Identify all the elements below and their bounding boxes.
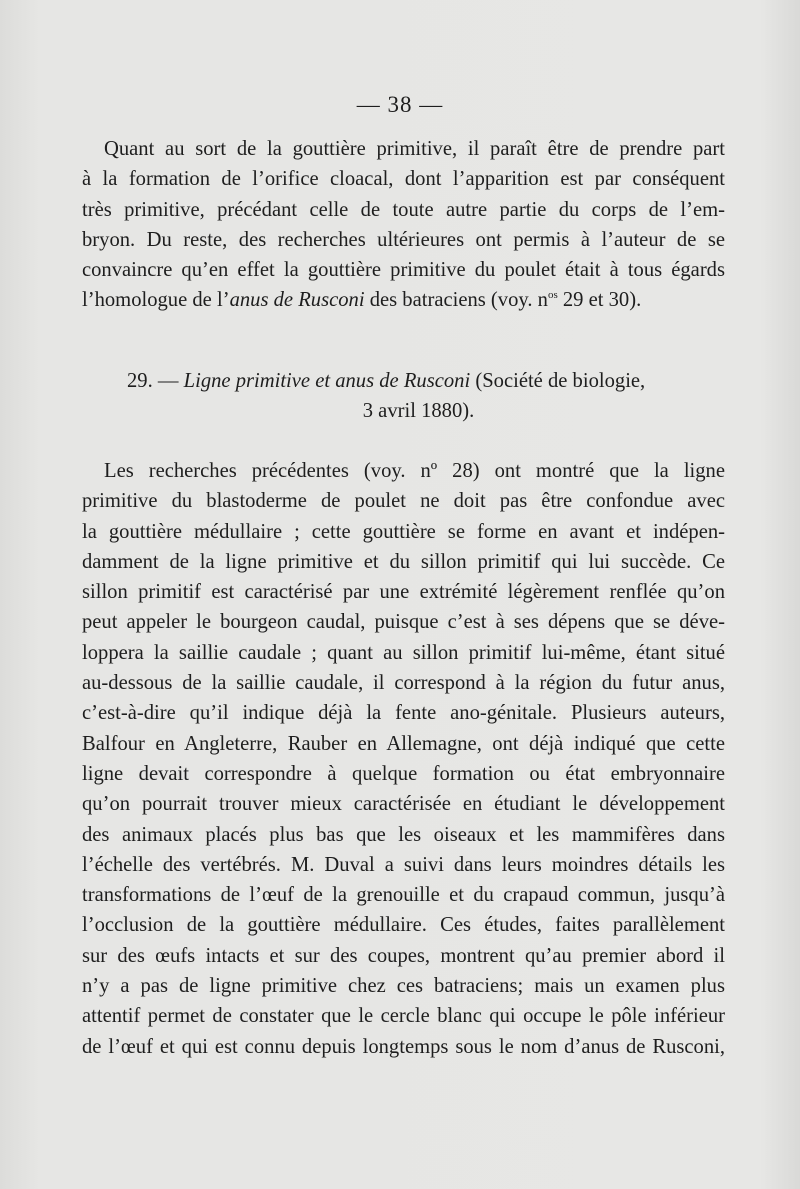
text-line: au-dessous de la saillie caudale, il correspond à la région du futur anus, — [82, 672, 725, 695]
text-line: des animaux placés plus bas que les oiseaux et les mammifères dans — [82, 823, 725, 846]
paragraph-2 — [82, 456, 725, 1062]
text-line: l’échelle des vertébrés. M. Duval a suivi dans leurs moindres détails les — [82, 853, 725, 876]
section-date: 3 avril 1880). — [362, 400, 475, 423]
text-line: très primitive, précédant celle de toute autre partie du corps de l’em- — [82, 198, 725, 221]
text-line: l’occlusion de la gouttière médullaire. Ces études, faites parallèlement — [82, 914, 725, 937]
text-line: attentif permet de constater que le cercle blanc qui occupe le pôle inférieur — [82, 1005, 725, 1028]
text-line: damment de la ligne primitive et du sillon primitif qui lui succède. Ce — [82, 550, 725, 573]
text-line: loppera la saillie caudale ; quant au sillon primitif lui-même, étant situé — [82, 641, 725, 664]
text-line: n’y a pas de ligne primitive chez ces batraciens; mais un examen plus — [82, 975, 725, 998]
text-fragment: des batraciens (voy. n — [364, 289, 548, 312]
text-fragment: l’homologue de l’ — [82, 289, 230, 312]
section-heading-line — [82, 366, 725, 396]
section-title: Ligne primitive et anus de Rusconi — [183, 370, 471, 392]
text-line: à la formation de l’orifice cloacal, dont l’apparition est par conséquent — [82, 168, 725, 191]
text-line-last — [82, 285, 725, 315]
text-line: Quant au sort de la gouttière primitive, il paraît être de prendre part — [104, 138, 725, 160]
italic-term: anus de Rusconi — [229, 289, 365, 312]
text-line: transformations de l’œuf de la grenouille et du crapaud commun, jusqu’à — [82, 884, 725, 907]
page-number: — 38 — — [356, 92, 444, 117]
text-line: qu’on pourrait trouver mieux caractérisée en étudiant le développement — [82, 793, 725, 816]
text-line: convaincre qu’en effet la gouttière primitive du poulet était à tous égards — [82, 259, 725, 282]
text-line: Balfour en Angleterre, Rauber en Allemagne, ont déjà indiqué que cette — [82, 732, 725, 755]
paragraph-1 — [82, 134, 725, 316]
text-fragment: 29 et 30). — [557, 289, 642, 312]
text-line: peut appeler le bourgeon caudal, puisque c’est à ses dépens que se déve- — [82, 611, 725, 634]
text-line: Les recherches précédentes (voy. nº 28) ont montré que la ligne — [104, 460, 725, 482]
superscript: os — [547, 289, 558, 302]
text-line: ligne devait correspondre à quelque formation ou état embryonnaire — [82, 762, 725, 785]
text-line: sur des œufs intacts et sur des coupes, montrent qu’au premier abord il — [82, 944, 725, 967]
text-line: primitive du blastoderme de poulet ne doit pas être confondue avec — [82, 490, 725, 513]
text-line: de l’œuf et qui est connu depuis longtemps sous le nom d’anus de Rusconi, — [82, 1035, 725, 1058]
text-line: la gouttière médullaire ; cette gouttière se forme en avant et indépen- — [82, 520, 725, 543]
section-heading — [82, 366, 725, 427]
section-number: 29. — — [127, 370, 184, 392]
text-line: c’est-à-dire qu’il indique déjà la fente ano-génitale. Plusieurs auteurs, — [82, 702, 725, 725]
text-line: sillon primitif est caractérisé par une extrémité légèrement renflée qu’on — [82, 581, 725, 604]
text-line: bryon. Du reste, des recherches ultérieures ont permis à l’auteur de se — [82, 228, 725, 251]
section-source: (Société de biologie, — [470, 370, 646, 392]
